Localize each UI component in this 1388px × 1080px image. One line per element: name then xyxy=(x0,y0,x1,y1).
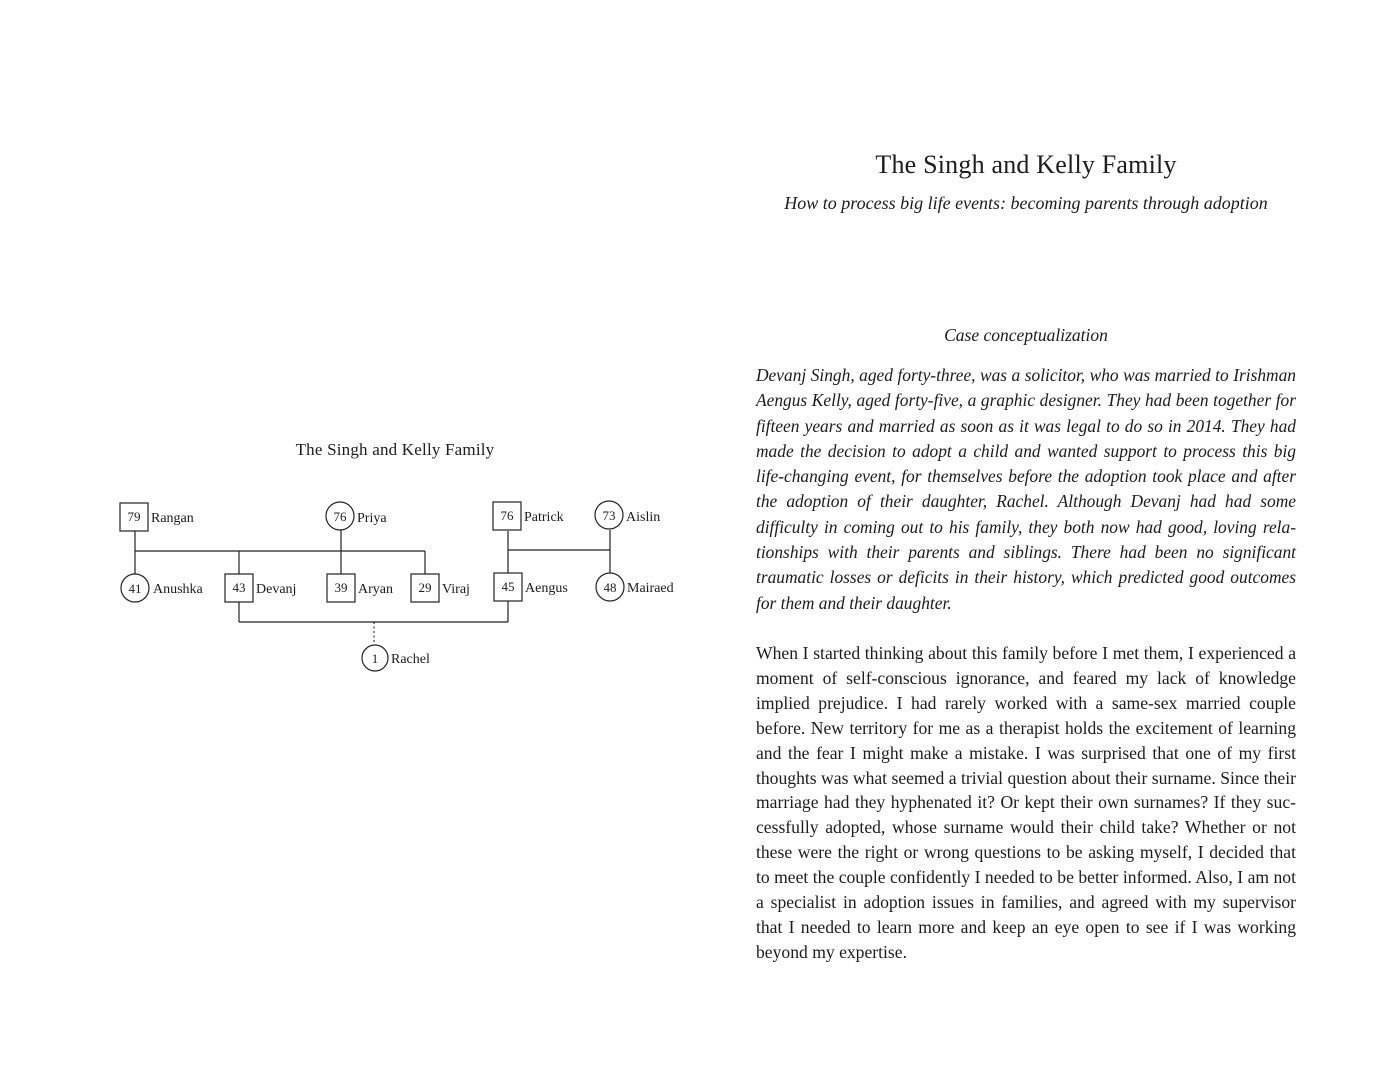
section-heading: Case conceptualization xyxy=(944,325,1108,345)
person-rachel xyxy=(362,645,430,671)
person-name: Aengus xyxy=(525,581,568,596)
person-name: Viraj xyxy=(442,582,470,597)
chapter-title: The Singh and Kelly Family xyxy=(875,150,1177,179)
person-anushka xyxy=(121,574,204,602)
person-name: Rachel xyxy=(391,652,430,667)
person-age: 76 xyxy=(333,509,347,524)
person-name: Mairaed xyxy=(627,581,674,596)
person-age: 1 xyxy=(371,651,379,666)
person-aryan xyxy=(327,574,393,602)
case-summary-paragraph: Devanj Singh, aged forty-three, was a solicitor, who was married to Irishman Aengus Kelly, aged forty-five, a graphic designer. They had been together for fifteen years and married as soon as it was legal to do so in 2014. They had made the decision to adopt a child and wanted support to process this big life-changing event, for themselves before the adoption took place and after the adoption of their daughter, Rachel. Although Devanj had had some difficulty in coming out to his family, they both now had good, loving relationships with their parents and siblings. There had been no significant traumatic losses or deficits in their history, which predicted good outcomes for them and their daughter. xyxy=(756,365,1296,613)
person-age: 43 xyxy=(232,580,246,595)
person-priya xyxy=(326,502,387,530)
body-paragraph: When I started thinking about this family before I met them, I experienced a moment of self-conscious ignorance, and feared my lack of knowledge implied prejudice. I had rarely worked with a same-sex married couple before. New territory for me as a therapist holds the excitement of learning and the fear I might make a mistake. I was surprised that one of my first thoughts was what seemed a trivial question about their surname. Since their marriage had they hyphenated it? Or kept their own surnames? If they successfully adopted, whose surname would their child take? Whether or not these were the right or wrong questions to be asking myself, I decided that to meet the couple confidently I needed to be better informed. Also, I am not a specialist in adoption issues in families, and agreed with my supervisor that I needed to learn more and keep an eye open to see if I was working beyond my expertise. xyxy=(756,643,1296,962)
person-name: Patrick xyxy=(524,510,564,525)
person-age: 73 xyxy=(602,508,616,523)
person-age: 76 xyxy=(500,508,514,523)
person-name: Devanj xyxy=(256,582,297,597)
person-name: Priya xyxy=(357,511,387,526)
person-mairaed xyxy=(596,573,674,601)
person-age: 45 xyxy=(501,579,515,594)
person-rangan xyxy=(120,503,194,531)
person-age: 48 xyxy=(603,580,617,595)
person-aislin xyxy=(595,501,660,529)
genogram-title: The Singh and Kelly Family xyxy=(295,440,495,459)
person-age: 39 xyxy=(334,580,348,595)
chapter-subtitle: How to process big life events: becoming parents through adoption xyxy=(784,193,1268,213)
person-age: 79 xyxy=(127,509,141,524)
person-viraj xyxy=(411,574,470,602)
person-age: 29 xyxy=(418,580,432,595)
person-name: Aislin xyxy=(626,510,661,525)
person-devanj xyxy=(225,574,296,602)
person-age: 41 xyxy=(128,581,142,596)
person-patrick xyxy=(493,502,564,530)
person-aengus xyxy=(494,573,568,601)
person-name: Rangan xyxy=(151,511,194,526)
person-name: Anushka xyxy=(153,582,203,597)
person-name: Aryan xyxy=(358,582,393,597)
